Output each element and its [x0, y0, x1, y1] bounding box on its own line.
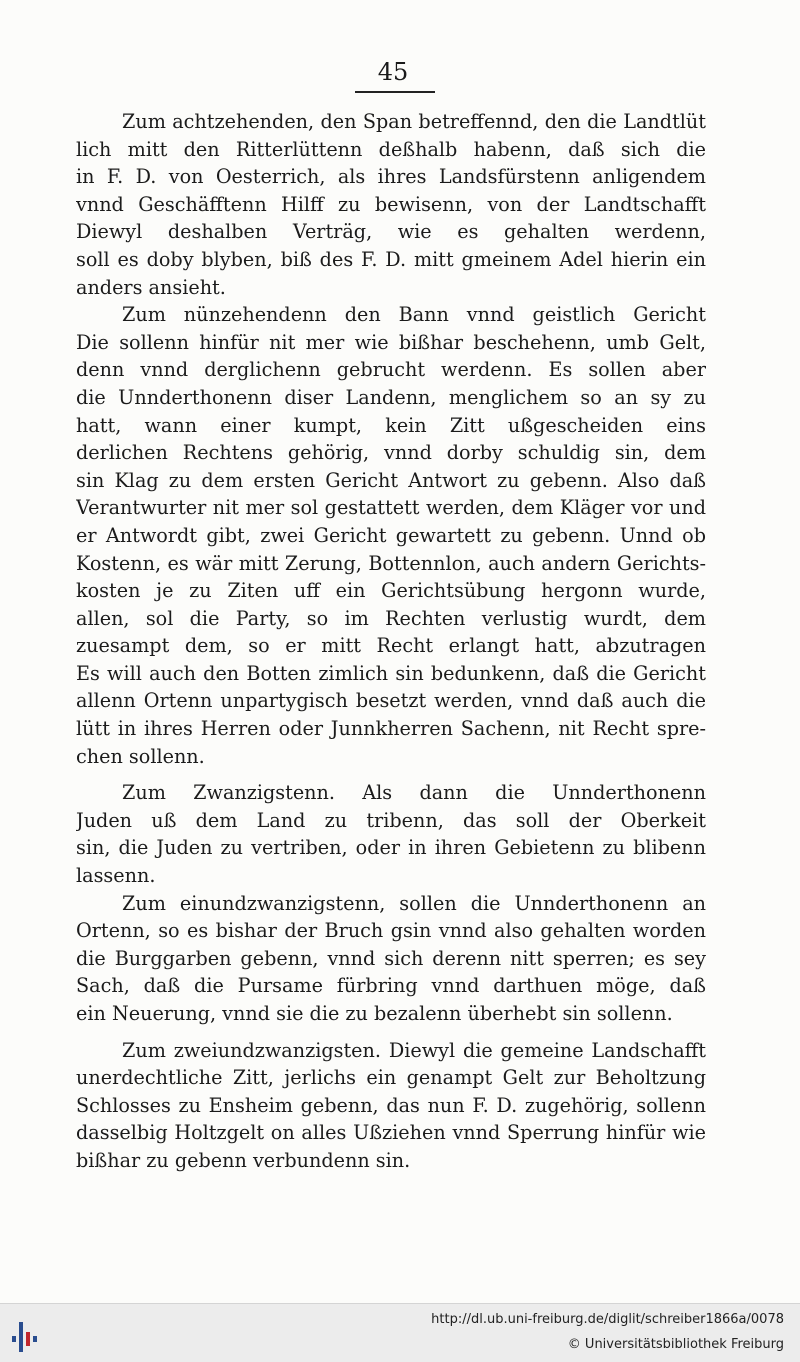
text-line: Sach, daß die Pursame fürbring vnnd darthuen möge, daß [76, 974, 706, 998]
text-line: chen sollenn. [76, 744, 205, 768]
text-line: Es will auch den Botten zimlich sin bedunkenn, daß die Gericht [76, 661, 706, 685]
text-line: hatt, wann einer kumpt, kein Zitt ußgescheiden eins [76, 413, 706, 437]
paragraph [76, 301, 706, 770]
text-line: allenn Ortenn unpartygisch besetzt werden, vnnd daß auch die [76, 689, 706, 713]
paragraph [76, 890, 706, 1028]
footer-bar [0, 1303, 800, 1362]
text-line: sin Klag zu dem ersten Gericht Antwort zu gebenn. Also daß [76, 468, 706, 492]
text-line: Ortenn, so es bishar der Bruch gsin vnnd also gehalten worden [76, 919, 706, 943]
text-line: er Antwordt gibt, zwei Gericht gewartett zu gebenn. Unnd ob [76, 523, 706, 547]
text-line: lütt in ihres Herren oder Junnkherren Sachenn, nit Recht spre- [76, 717, 706, 741]
page-body-text [76, 108, 706, 1175]
text-line: Zum einundzwanzigstenn, sollen die Unnderthonenn an [122, 891, 706, 915]
page-number-rule [355, 91, 435, 93]
paragraph [76, 1037, 706, 1175]
text-line: vnnd Geschäfftenn Hilff zu bewisenn, von der Landtschafft [76, 192, 706, 216]
text-line: Verantwurter nit mer sol gestattett werden, dem Kläger vor und [76, 496, 706, 520]
text-line: lich mitt den Ritterlüttenn deßhalb habenn, daß sich die [76, 137, 706, 161]
text-line: unerdechtliche Zitt, jerlichs ein genampt Gelt zur Beholtzung [76, 1066, 706, 1090]
text-line: in F. D. von Oesterrich, als ihres Landsfürstenn anligendem [76, 165, 706, 189]
text-line: Die sollenn hinfür nit mer wie bißhar beschehenn, umb Gelt, [76, 330, 706, 354]
text-line: derlichen Rechtens gehörig, vnnd dorby schuldig sin, dem [76, 441, 706, 465]
text-line: allen, sol die Party, so im Rechten verlustig wurdt, dem [76, 606, 706, 630]
paragraph-gap [76, 1028, 706, 1037]
text-line: soll es doby blyben, biß des F. D. mitt gmeinem Adel hierin ein [76, 247, 706, 271]
text-line: die Burggarben gebenn, vnnd sich derenn nitt sperren; es sey [76, 946, 706, 970]
copyright-notice: © Universitätsbibliothek Freiburg [567, 1337, 784, 1352]
text-line: Zum Zwanzigstenn. Als dann die Unnderthonenn [122, 781, 706, 805]
text-line: Kostenn, es wär mitt Zerung, Bottennlon, auch andern Gerichts- [76, 551, 706, 575]
text-line: lassenn. [76, 864, 156, 888]
text-line: bißhar zu gebenn verbundenn sin. [76, 1148, 411, 1172]
text-line: Zum achtzehenden, den Span betreffennd, den die Landtlüt [122, 110, 706, 133]
paragraph [76, 108, 706, 301]
paragraph-gap [76, 770, 706, 779]
paragraph [76, 779, 706, 889]
page-number: 45 [377, 58, 409, 86]
text-line: die Unnderthonenn diser Landenn, menglichem so an sy zu [76, 385, 706, 409]
text-line: anders ansieht. [76, 275, 226, 299]
text-line: zuesampt dem, so er mitt Recht erlangt hatt, abzutragen [76, 634, 706, 658]
text-line: Zum nünzehendenn den Bann vnnd geistlich Gericht [122, 303, 706, 327]
library-logo-icon [12, 1314, 42, 1354]
source-url-link[interactable]: http://dl.ub.uni-freiburg.de/diglit/schreiber1866a/0078 [431, 1312, 784, 1327]
text-line: kosten je zu Ziten uff ein Gerichtsübung hergonn wurde, [76, 579, 706, 603]
text-line: Diewyl deshalben Verträg, wie es gehalten werdenn, [76, 220, 706, 244]
text-line: ein Neuerung, vnnd sie die zu bezalenn überhebt sin sollenn. [76, 1002, 673, 1025]
text-line: denn vnnd derglichenn gebrucht werdenn. Es sollen aber [76, 358, 706, 382]
text-line: sin, die Juden zu vertriben, oder in ihren Gebietenn zu blibenn [76, 836, 706, 860]
text-line: dasselbig Holtzgelt on alles Ußziehen vnnd Sperrung hinfür wie [76, 1121, 706, 1145]
text-line: Schlosses zu Ensheim gebenn, das nun F. D. zugehörig, sollenn [76, 1093, 706, 1117]
text-line: Juden uß dem Land zu tribenn, das soll der Oberkeit [76, 808, 706, 832]
text-line: Zum zweiundzwanzigsten. Diewyl die gemeine Landschafft [122, 1038, 706, 1062]
